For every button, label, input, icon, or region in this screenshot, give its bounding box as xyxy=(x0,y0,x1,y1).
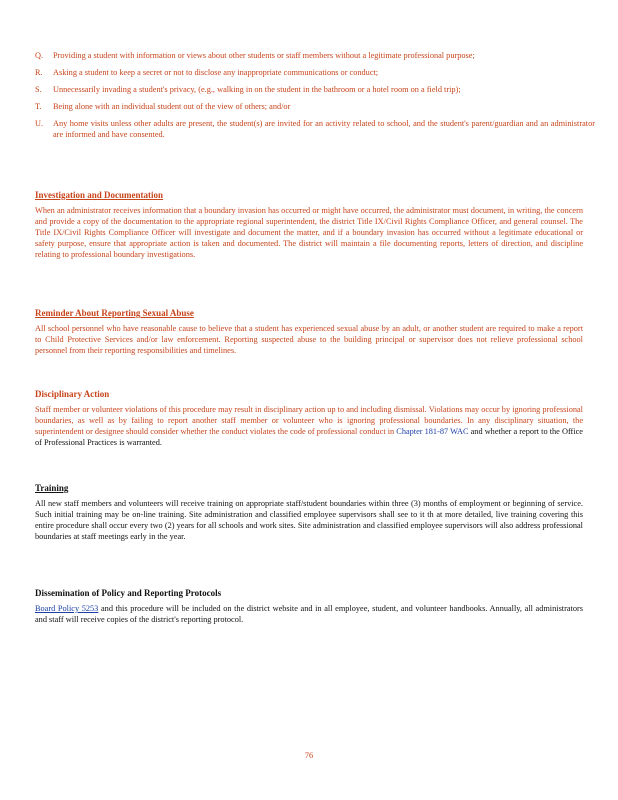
list-item xyxy=(35,67,595,78)
training-heading: Training xyxy=(35,483,69,493)
list-marker: R. xyxy=(35,68,43,77)
list-text: Asking a student to keep a secret or not to disclose any inappropriate communications or conduct; xyxy=(53,68,379,77)
disciplinary-section xyxy=(35,389,583,448)
reminder-heading: Reminder About Reporting Sexual Abuse xyxy=(35,308,194,318)
list-item xyxy=(35,101,595,112)
board-policy-link[interactable]: Board Policy 5253 xyxy=(35,604,99,613)
wac-link[interactable]: Chapter 181-87 WAC xyxy=(396,427,469,436)
list-marker: U. xyxy=(35,119,44,128)
investigation-section xyxy=(35,190,583,260)
list-marker: S. xyxy=(35,85,42,94)
reminder-body: All school personnel who have reasonable cause to believe that a student has experienced sexual abuse by an adult, or another student are required to make a report to Child Protective Services and/or law enforcement. Reporting suspected abuse to the building principal or supervisor does not relieve professional school personnel from their reporting responsibilities and timelines. xyxy=(35,324,583,355)
list-marker: T. xyxy=(35,102,42,111)
list-text: Unnecessarily invading a student's privacy, (e.g., walking in on the student in the bathroom or a hotel room on a field trip); xyxy=(53,85,461,94)
training-section xyxy=(35,483,583,542)
list-item xyxy=(35,84,595,95)
dissemination-section xyxy=(35,588,583,625)
dissemination-text: and this procedure will be included on the district website and in all employee, student, and volunteer handbooks. Annually, all administrators and staff will receive copies of the district's reporting protocol. xyxy=(35,604,583,624)
list-item xyxy=(35,50,595,61)
investigation-heading: Investigation and Documentation xyxy=(35,190,164,200)
conduct-list xyxy=(35,50,595,146)
list-item xyxy=(35,118,595,140)
dissemination-heading: Dissemination of Policy and Reporting Protocols xyxy=(35,588,222,598)
training-body: All new staff members and volunteers will receive training on appropriate staff/student boundaries within three (3) months of employment or beginning of service. Such initial training may be on-line training. Site administration and classified employee supervisors shall see to it th at more detailed, live training covering this entire procedure shall occur every two (2) years for all schools and work sites. Site administration and classified employee supervisors will also address professional boundaries at staff meetings early in the year. xyxy=(35,499,583,541)
list-marker: Q. xyxy=(35,51,44,60)
reminder-section xyxy=(35,308,583,356)
list-text: Any home visits unless other adults are present, the student(s) are invited for an activity related to school, and the student's parent/guardian and an administrator are informed and have consented. xyxy=(53,119,595,139)
list-text: Providing a student with information or views about other students or staff members without a legitimate professional purpose; xyxy=(53,51,475,60)
disciplinary-text: Staff member or volunteer violations of this procedure may result in disciplinary action up to and including dismissal. Violations may occur by ignoring professional boundaries, as well as by failing to report another staff member or volunteer who is ignoring professional boundaries. In any disciplinary situation, the superintendent or designee should consider whether the conduct violates the code of professional conduct in xyxy=(35,405,583,436)
disciplinary-text-end: and whether a report to the Office of Professional Practices is warranted. xyxy=(35,427,583,447)
dissemination-body xyxy=(35,603,583,625)
investigation-body: When an administrator receives information that a boundary invasion has occurred or might have occurred, the administrator must document, in writing, the concern and provide a copy of the documentation to the appropriate regional superintendent, the district Title IX/Civil Rights Compliance Officer, and general counsel. The Title IX/Civil Rights Compliance Officer will investigate and document the matter, and if a boundary invasion has occurred without a legitimate educational or safety purpose, ensure that appropriate action is taken and documented. The district will maintain a file documenting reports, letters of direction, and discipline relating to professional boundary investigations. xyxy=(35,206,583,259)
list-text: Being alone with an individual student out of the view of others; and/or xyxy=(53,102,291,111)
disciplinary-heading: Disciplinary Action xyxy=(35,389,110,399)
page-number: 76 xyxy=(304,751,314,760)
disciplinary-body xyxy=(35,404,583,448)
